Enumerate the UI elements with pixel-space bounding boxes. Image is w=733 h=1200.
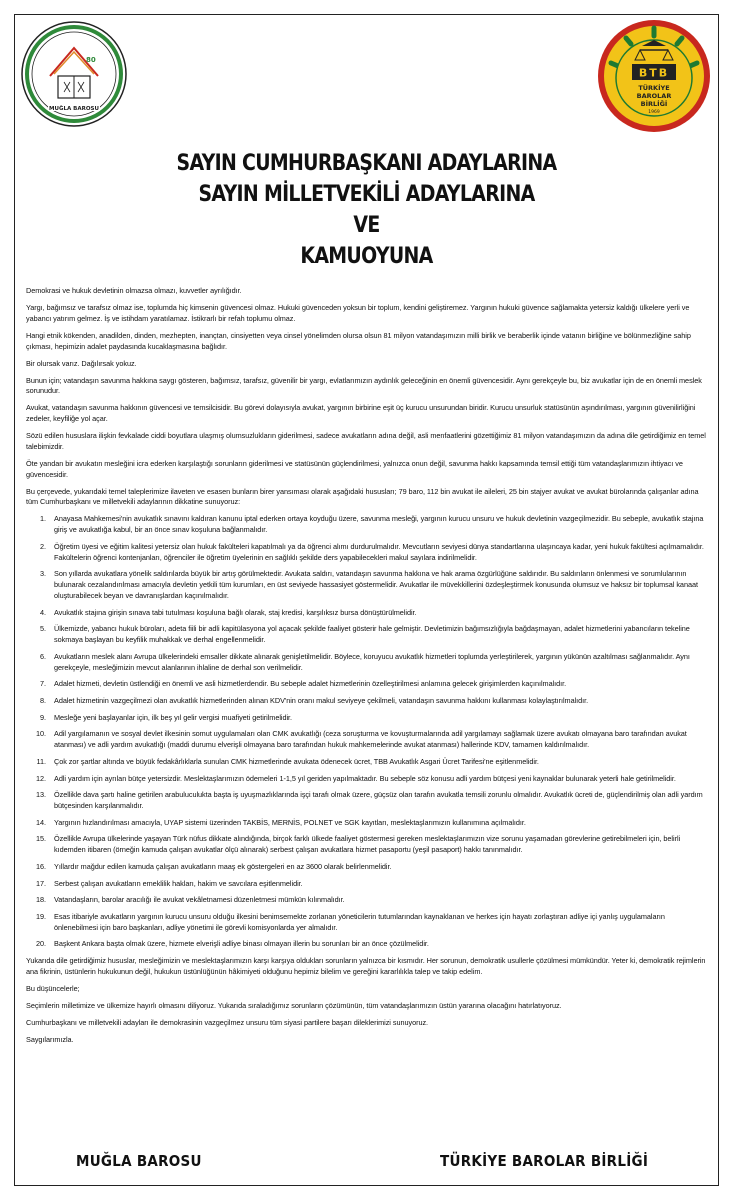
list-item <box>26 774 706 785</box>
list-item <box>26 542 706 564</box>
list-item-number: 2. <box>40 541 46 551</box>
svg-text:BAROLAR: BAROLAR <box>636 92 672 100</box>
list-item <box>26 608 706 619</box>
signature-turkiye-barolar-birligi: TÜRKİYE BAROLAR BİRLİĞİ <box>440 1152 649 1170</box>
list-item-number: 18. <box>36 895 46 905</box>
list-item-number: 4. <box>40 607 46 617</box>
list-item-number: 16. <box>36 861 46 871</box>
list-item <box>26 912 706 934</box>
list-item-number: 7. <box>40 679 46 689</box>
intro-paragraph: Sözü edilen hususlara ilişkin fevkalade ciddi boyutlara ulaşmış olumsuzlukların giderilmesi, sadece avukatların adına değil, asli menfaatlerini gözettiğimiz 81 milyon vatandaşımızın da adına dile getirdiğimiz en temel talebimizdir. <box>26 431 706 451</box>
list-item <box>26 696 706 707</box>
list-item <box>26 862 706 873</box>
list-item <box>26 879 706 890</box>
list-item-number: 11. <box>36 756 46 766</box>
outro-paragraph: Cumhurbaşkanı ve milletvekili adayları ile demokrasinin vazgeçilmez unsuru tüm siyasi partilere başarı dileklerimizi sunuyoruz. <box>26 1018 429 1028</box>
svg-text:80: 80 <box>86 56 96 64</box>
title-line-2: SAYIN MİLLETVEKİLİ ADAYLARINA <box>198 182 535 207</box>
list-item-number: 3. <box>40 569 46 579</box>
list-item-number: 9. <box>40 712 46 722</box>
svg-text:BİRLİĞİ: BİRLİĞİ <box>640 100 668 108</box>
list-item <box>26 790 706 812</box>
list-item <box>26 757 706 768</box>
list-item-number: 17. <box>36 878 46 888</box>
list-item-text: Adil yargılamanın ve sosyal devlet ilkesinin somut uygulamaları olan CMK avukatlığı (ceza soruşturma ve kovuşturmalarında adil yargılamayı sağlamak üzere avukatı olmayana baro tarafından avukat atanması) ve adli yardım avukatlığı (maddi durumu elverişli olmayana baro tarafından hukuk mahkemelerinde avukat atanması) hallerinde KDV, tamamen kaldırılmalıdır. <box>54 729 687 750</box>
list-item-text: Vatandaşların, barolar aracılığı ile avukat vekâletnamesi düzenletmesi mümkün kılınmalıdır. <box>54 895 345 905</box>
list-item-text: Öğretim üyesi ve eğitim kalitesi yetersiz olan hukuk fakülteleri kapatılmalı ya da öğrenci alımı durdurulmalıdır. Mevcutların seviyesi dünya standartlarına ulaşıncaya kadar, yeni hukuk fakültesi açılmamalıdır. Fakültelerin öğrenci kontenjanları, öğrenciler ile öğretim üyelerinin en sağlıklı şekilde ders yapabilecekleri makul sayılara indirilmelidir. <box>54 541 704 562</box>
list-item-text: Yıllardır mağdur edilen kamuda çalışan avukatların maaş ek göstergeleri en az 3600 olarak belirlenmelidir. <box>54 861 392 871</box>
svg-text:MUĞLA BAROSU: MUĞLA BAROSU <box>49 106 99 112</box>
list-item <box>26 895 706 906</box>
list-item-text: Adli yardım için ayrılan bütçe yetersizdir. Meslektaşlarımızın ödemeleri 1-1,5 yıl geriden yapılmaktadır. Bu sebeple söz konusu adli yardım bütçesi yeni kaynaklar bulunarak yeterli hale getirilmelidir. <box>54 773 676 783</box>
list-item <box>26 652 706 674</box>
list-item-text: Adalet hizmetinin vazgeçilmezi olan avukatlık hizmetlerinden alınan KDV'nin oranı makul seviyeye çekilmeli, vatandaşın savunma hakkını kullanması kolaylaştırılmalıdır. <box>54 696 589 706</box>
list-item-number: 20. <box>36 939 46 949</box>
list-item-text: Anayasa Mahkemesi'nin avukatlık sınavını kaldıran kanunu iptal ederken ortaya koyduğu üzere, savunma mesleği, yargının kurucu unsuru ve hukuk devletinin vazgeçilmezidir. Bu sebeple, avukatlık stajına giriş ve avukatlığa kabul, bir an önce sınav koşuluna bağlanmalıdır. <box>54 514 704 535</box>
list-item-text: Çok zor şartlar altında ve büyük fedakârlıklarla sunulan CMK hizmetlerinde avukata ödenecek ücret, TBB Avukatlık Asgari Ücret Tarifesi'ne eşitlenmelidir. <box>54 756 539 766</box>
turkiye-barolar-birligi-seal-icon <box>596 18 712 134</box>
list-item-number: 15. <box>36 834 46 844</box>
list-item-number: 13. <box>36 790 46 800</box>
signature-mugla-barosu: MUĞLA BAROSU <box>76 1152 202 1170</box>
intro-paragraph: Bir olursak varız. Dağılırsak yokuz. <box>26 358 137 368</box>
list-item <box>26 713 706 724</box>
outro-paragraph: Yukarıda dile getirdiğimiz hususlar, mesleğimizin ve meslektaşlarımızın karşı karşıya oldukları sorunların yalnızca bir kısmıdır. Her sorunun, demokratik usullerle çözülmesi mümkündür. Yeter ki, demokratik rejimlerin ana fikrinin, üstünlerin hukukunun değil, hukukun üstünlüğünün hâkimiyeti olduğunu hepimiz bilelim ve gereğini kararlılıkla talep ve takip edelim. <box>26 956 706 977</box>
intro-paragraph: Avukat, vatandaşın savunma hakkının güvencesi ve temsilcisidir. Bu görevi dolayısıyla avukat, yargının birbirine eşit üç kurucu unsurundan biridir. Kurucu unsurluk statüsünün aşındırılması, yargının güvenilirliğini zedeler, keyfiliğe yol açar. <box>26 403 696 424</box>
list-item <box>26 729 706 751</box>
list-item-text: Esas itibariyle avukatların yargının kurucu unsuru olduğu ilkesini benimsemekte zorlanan yöneticilerin tutumlarından kaynaklanan ve herkes için hayatı zorlaştıran adliye içi yanlış uygulamaların önlenebilmesi için baro başkanları, adliye yönetimi ile görevli komisyonlarda yer almalıdır. <box>54 911 665 932</box>
svg-text:TÜRKİYE: TÜRKİYE <box>638 84 670 92</box>
announcement-body <box>26 286 706 1052</box>
list-item-number: 5. <box>40 624 46 634</box>
list-item-text: Avukatların meslek alanı Avrupa ülkelerindeki emsaller dikkate alınarak genişletilmelidir. Böylece, koruyucu avukatlık hizmetleri toplumda yerleştirilerek, yargının yükünün azaltılması sağlanmalıdır. Aynı gerekçeyle, mesleğimizin mevcut alanlarının ihlaline de derhal son verilmelidir. <box>54 651 690 672</box>
intro-paragraph: Öte yandan bir avukatın mesleğini icra ederken karşılaştığı sorunların giderilmesi ve statüsünün güçlendirilmesi, yalnızca onun değil, savunma hakkı kapsamında temsil ettiği tüm vatandaşlarımızın ihtiyacı ve güvencesidir. <box>26 458 683 479</box>
list-item <box>26 514 706 536</box>
list-item-number: 1. <box>40 514 46 524</box>
announcement-title <box>51 148 681 272</box>
intro-paragraph: Hangi etnik kökenden, anadilden, dinden, mezhepten, inançtan, cinsiyetten veya cinsel yönelimden olursa olsun 81 milyon vatandaşımızın milli birlik ve beraberlik içinde vatanın birliğine ve bölünmezliğine sahip çıkması, hepimizin adalet paydasında kucaklaşmasına bağlıdır. <box>26 330 691 351</box>
list-item-text: Son yıllarda avukatlara yönelik saldırılarda büyük bir artış görülmektedir. Avukata saldırı, vatandaşın savunma hakkına ve hak arama özgürlüğüne saldırıdır. Bu saldırıların önlenmesi ve sorumlularının bulunarak cezalandırılması amacıyla devletin yetkili tüm kurumları, en üst seviyede hassasiyet göstermelidir. Avukatlar ile müvekkillerini özdeşleştirmek konusunda olumsuz ve haksız bir toplumsal kanaat oluşturabilecek beyan ve davranışlardan kaçınılmalıdır. <box>54 569 698 600</box>
svg-text:BTB: BTB <box>638 66 670 80</box>
title-line-3: VE <box>353 213 380 238</box>
list-item <box>26 569 706 601</box>
list-item-number: 12. <box>36 773 46 783</box>
list-item <box>26 679 706 690</box>
list-item <box>26 624 706 646</box>
list-item-text: Yargının hızlandırılması amacıyla, UYAP sistemi üzerinden TAKBİS, MERNİS, POLNET ve SGK kayıtları, meslektaşlarımızın kullanımına açılmalıdır. <box>54 817 526 827</box>
intro-paragraph: Bu çerçevede, yukarıdaki temel taleplerimize ilaveten ve esasen bunların birer yansıması olarak aşağıdaki hususları; 79 baro, 112 bin avukat ile aileleri, 25 bin stajyer avukat ve avukat bürolarında çalışanlar adına tüm Cumhurbaşkanı ve milletvekili adaylarının dikkatine sunuyoruz: <box>26 486 699 507</box>
list-item-text: Mesleğe yeni başlayanlar için, ilk beş yıl gelir vergisi muafiyeti getirilmelidir. <box>54 712 293 722</box>
list-item-number: 14. <box>36 817 46 827</box>
list-item-number: 19. <box>36 911 46 921</box>
intro-paragraph: Yargı, bağımsız ve tarafsız olmaz ise, toplumda hiç kimsenin güvencesi olmaz. Hukuki güvenceden yoksun bir toplum, kendini geliştiremez. Yargının hukuki güvence sağlamakta yetersiz kaldığı ülkelere yerli ve yabancı yatırım gelmez. İş ve istihdam yaratılamaz. İstikrarlı bir refah toplumu olmaz. <box>26 302 690 323</box>
list-item-number: 8. <box>40 696 46 706</box>
outro-paragraph: Bu düşüncelerle; <box>26 984 80 994</box>
mugla-barosu-seal-icon <box>20 20 128 128</box>
title-line-4: KAMUOYUNA <box>300 244 433 269</box>
list-item-text: Serbest çalışan avukatların emeklilik hakları, hakim ve savcılara eşitlenmelidir. <box>54 878 303 888</box>
list-item-text: Başkent Ankara başta olmak üzere, hizmete elverişli adliye binası olmayan illerin bu sorunları bir an önce çözülmelidir. <box>54 939 429 949</box>
list-item-text: Adalet hizmeti, devletin üstlendiği en önemli ve asli hizmetlerdendir. Bu sebeple adalet hizmetlerinin özelleştirilmesi anlamına gelecek girişimlerden kaçınılmalıdır. <box>54 679 567 689</box>
closing-salutation: Saygılarımızla. <box>26 1035 74 1045</box>
intro-paragraph: Bunun için; vatandaşın savunma hakkına saygı gösteren, bağımsız, tarafsız, güvenilir bir yargı, evlatlarımızın aydınlık geleceğinin en önemli güvencesidir. Aynı gerekçeyle bu, biz avukatlar için de en önemli meslek sorunudur. <box>26 375 702 396</box>
list-item-text: Özellikle Avrupa ülkelerinde yaşayan Türk nüfus dikkate alındığında, birçok farklı ülkede faaliyet göstermesi gereken meslektaşlarımızın vize sorunu yaşamadan görevlerine getirebilmeleri için, belirli kıdemden itibaren (örneğin kamuda çalışan avukatlar ölçü alınarak) serbest çalışan avukatlara hizmet pasaportu (yeşil pasaport) hakkı tanınmalıdır. <box>54 834 681 855</box>
list-item-number: 10. <box>36 729 46 739</box>
list-item <box>26 818 706 829</box>
title-line-1: SAYIN CUMHURBAŞKANI ADAYLARINA <box>176 151 557 176</box>
list-item <box>26 939 706 950</box>
list-item <box>26 834 706 856</box>
list-item-text: Özellikle dava şartı haline getirilen arabuluculukta başta iş uyuşmazlıklarında işçi tarafı olmak üzere, güçsüz olan tarafın avukatla temsili zorunlu olmalıdır. Avukatlık ücreti de, güçlendirilmiş olan adli yardım bütçesinden karşılanmalıdır. <box>54 790 703 811</box>
outro-paragraph: Seçimlerin milletimize ve ülkemize hayırlı olmasını diliyoruz. Yukarıda sıraladığımız sorunların çözümünün, tüm vatandaşlarımızın üstün yararına olacağını hatırlatıyoruz. <box>26 1001 562 1011</box>
list-item-text: Ülkemizde, yabancı hukuk büroları, adeta fiili bir adli kapitülasyona yol açacak şekilde faaliyet gösterir hale gelmiştir. Devletimizin bağımsızlığıyla bağdaşmayan, adalet hizmetlerini yabancıların tekeline sokmaya başlayan bu keyfilik muhakkak ve derhal engellenmelidir. <box>54 624 690 645</box>
list-item-number: 6. <box>40 651 46 661</box>
svg-text:1969: 1969 <box>648 110 660 115</box>
list-item-text: Avukatlık stajına girişin sınava tabi tutulması koşuluna bağlı olarak, staj kredisi, karşılıksız bursa dönüştürülmelidir. <box>54 607 417 617</box>
demands-list <box>26 514 706 950</box>
intro-paragraph: Demokrasi ve hukuk devletinin olmazsa olmazı, kuvvetler ayrılığıdır. <box>26 286 242 295</box>
